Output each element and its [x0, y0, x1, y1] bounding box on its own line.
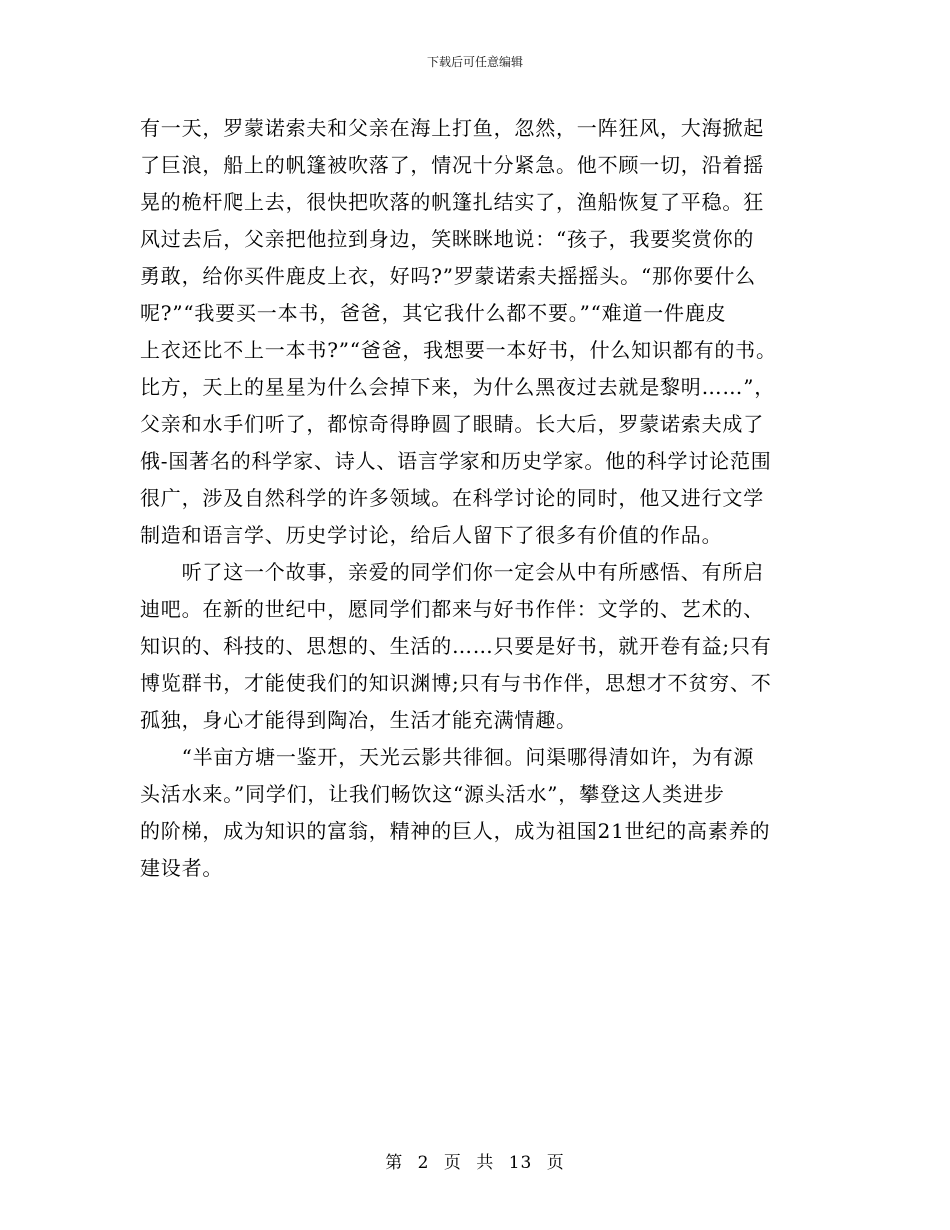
text-line: 听了这一个故事，亲爱的同学们你一定会从中有所感悟、有所启 [140, 560, 764, 584]
text-line: 头活水来。”同学们，让我们畅饮这“源头活水”，攀登这人类进步 [140, 782, 725, 806]
text-line: 风过去后，父亲把他拉到身边，笑眯眯地说：“孩子，我要奖赏你的 [140, 227, 755, 251]
text-line: 的阶梯，成为知识的富翁，精神的巨人，成为祖国21世纪的高素养的 [140, 819, 771, 843]
page-footer [0, 1153, 950, 1173]
document-body [140, 110, 820, 887]
text-line: “半亩方塘一鉴开，天光云影共徘徊。问渠哪得清如许，为有源 [140, 745, 755, 769]
text-line: 知识的、科技的、思想的、生活的……只要是好书，就开卷有益;只有 [140, 634, 772, 658]
text-line: 俄-国著名的科学家、诗人、语言学家和历史学家。他的科学讨论范围 [140, 449, 772, 473]
page-label-prefix: 第 [385, 1153, 404, 1173]
text-line: 孤独，身心才能得到陶冶，生活才能充满情趣。 [140, 708, 577, 732]
text-line: 博览群书，才能使我们的知识渊博;只有与书作伴，思想才不贫穷、不 [140, 671, 772, 695]
page-current: 2 [417, 1153, 430, 1173]
header-note: 下载后可任意编辑 [426, 55, 523, 69]
text-line: 了巨浪，船上的帆篷被吹落了，情况十分紧急。他不顾一切，沿着摇 [140, 153, 764, 177]
text-line: 制造和语言学、历史学讨论，给后人留下了很多有价值的作品。 [140, 523, 723, 547]
page-label-suffix: 页 [546, 1153, 565, 1173]
page-label-total-prefix: 共 [476, 1153, 495, 1173]
text-line: 晃的桅杆爬上去，很快把吹落的帆篷扎结实了，渔船恢复了平稳。狂 [140, 190, 764, 214]
text-line: 上衣还比不上一本书?”“爸爸，我想要一本好书，什么知识都有的书。 [140, 338, 777, 362]
text-line: 父亲和水手们听了，都惊奇得睁圆了眼睛。长大后，罗蒙诺索夫成了 [140, 412, 764, 436]
text-line: 迪吧。在新的世纪中，愿同学们都来与好书作伴：文学的、艺术的、 [140, 597, 764, 621]
text-line: 比方，天上的星星为什么会掉下来，为什么黑夜过去就是黎明……”， [140, 375, 776, 399]
page-total: 13 [508, 1153, 533, 1173]
text-line: 很广，涉及自然科学的许多领域。在科学讨论的同时，他又进行文学 [140, 486, 764, 510]
text-line: 呢?”“我要买一本书，爸爸，其它我什么都不要。”“难道一件鹿皮 [140, 301, 727, 325]
text-line: 建设者。 [140, 856, 224, 880]
text-line: 勇敢，给你买件鹿皮上衣，好吗?”罗蒙诺索夫摇摇头。“那你要什么 [140, 264, 756, 288]
text-line: 有一天，罗蒙诺索夫和父亲在海上打鱼，忽然，一阵狂风，大海掀起 [140, 116, 764, 140]
page-label-mid: 页 [443, 1153, 462, 1173]
